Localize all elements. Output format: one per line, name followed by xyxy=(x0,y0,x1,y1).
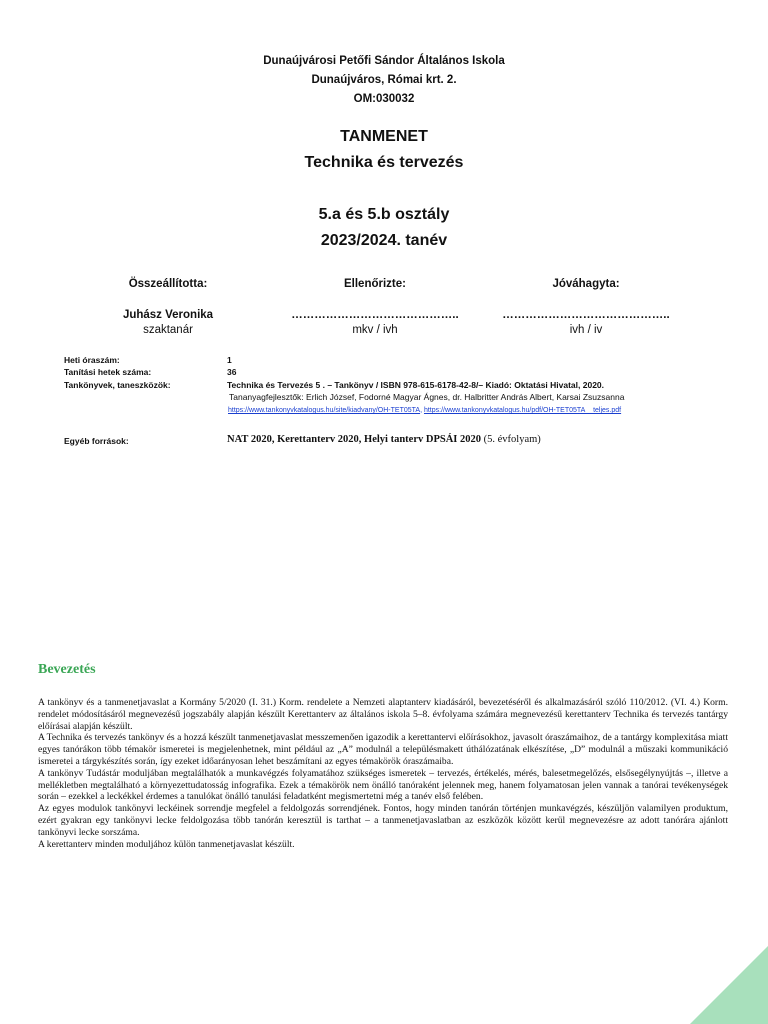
school-address: Dunaújváros, Római krt. 2. xyxy=(311,74,457,86)
intro-paragraph: Az egyes modulok tankönyvi leckéinek sorrendje megfelel a feldolgozás sorrendjének. Fontos, hogy minden tanórán történjen munkavégzés, készüljön valamilyen produktum, ezért gyakran egy tankönyvi lecke feldolgozása több tanórán keresztül is tarthat – a tanmenetjavaslatban az eszközök között kerül megnevezésre az adott tanórára ajánlott tankönyvi lecke sorszáma. xyxy=(38,803,728,838)
book-authors: Tananyagfejlesztők: Erlich József, Fodorné Magyar Ágnes, dr. Halbritter András Albert, Karsai Zsuzsanna xyxy=(229,392,625,402)
other-sources-bold: NAT 2020, Kerettanterv 2020, Helyi tanterv DPSÁI 2020 xyxy=(227,434,482,445)
school-header xyxy=(0,52,768,109)
intro-body xyxy=(38,697,728,850)
title-classes: 5.a és 5.b osztály xyxy=(318,206,450,223)
weeks-label: Tanítási hetek száma: xyxy=(64,367,152,377)
intro-paragraph: A tankönyv és a tanmenetjavaslat a Kormány 5/2020 (I. 31.) Korm. rendelete a Nemzeti alaptanterv kiadásáról, bevezetéséről és alkalmazásáról szóló 110/2012. (VI. 4.) Korm. rendelet módosításáról megnevezésű jogszabály alapján készült Kerettanterv az általános iskola 5–8. évfolyama számára megnevezésű kerettanterv Technika és tervezés tantárgy előírásai alapján készült. xyxy=(38,697,728,732)
signature-checked-role: mkv / ivh xyxy=(352,324,398,336)
other-sources-label: Egyéb források: xyxy=(64,436,129,446)
books-label: Tankönyvek, taneszközök: xyxy=(64,380,171,390)
title-subject: Technika és tervezés xyxy=(304,154,464,171)
link-separator: , xyxy=(420,407,424,414)
intro-heading: Bevezetés xyxy=(38,662,96,677)
signature-approved-role: ivh / iv xyxy=(569,324,603,336)
signature-compiled-role: szaktanár xyxy=(143,324,193,336)
signature-checked-line: …………………………………….. xyxy=(291,309,459,321)
weekly-hours-value: 1 xyxy=(227,355,232,365)
signature-compiled-name: Juhász Veronika xyxy=(122,309,214,321)
book-title: Technika és Tervezés 5 . – Tankönyv / ISBN 978-615-6178-42-8/– Kiadó: Oktatási Hivatal, 2020. xyxy=(227,380,605,390)
other-sources-value xyxy=(227,434,541,445)
intro-paragraph: A Technika és tervezés tankönyv és a hozzá készült tanmenetjavaslat messzemenően igazodik a kerettantervi előírásokhoz, javasolt óraszámaihoz, de a tantárgy komplexitása miatt egyes tanórákon több témakör ismeretei is megjelenhetnek, mint például az „A” modulnál a településmakett úthálózatának elkészítése, „D” modulnál a műszaki kommunikáció ismeretei a tárgykészítés során, így ezeket időarányosan lehet beszámítani az egyes témakörök óraszámaiba. xyxy=(38,732,728,767)
title-main: TANMENET xyxy=(340,128,428,145)
intro-paragraph: A kerettanterv minden moduljához külön tanmenetjavaslat készült. xyxy=(38,838,295,850)
document-title xyxy=(0,124,768,176)
weeks-value: 36 xyxy=(227,367,237,377)
signature-approved-label: Jóváhagyta: xyxy=(552,278,620,290)
class-info xyxy=(0,202,768,254)
signature-compiled-label: Összeállította: xyxy=(128,278,208,290)
pdf-link[interactable]: https://www.tankonyvkatalogus.hu/pdf/OH-TET05TA__teljes.pdf xyxy=(423,407,622,414)
school-name: Dunaújvárosi Petőfi Sándor Általános Iskola xyxy=(263,55,505,67)
school-om: OM:030032 xyxy=(353,93,415,105)
title-year: 2023/2024. tanév xyxy=(320,232,448,249)
catalog-link[interactable]: https://www.tankonyvkatalogus.hu/site/kiadvany/OH-TET05TA xyxy=(228,407,421,414)
intro-paragraph: A tankönyv Tudástár moduljában megtalálhatók a munkavégzés folyamatához szükséges ismeretek – tervezés, értékelés, mérés, balesetmegelőzés, elsősegélynyújtás –, illetve a mellékletben megtalálható a környezettudatosság infografika. Ezek a témakörök nem önálló tanóraként jelennek meg, hanem folyamatosan jelen vannak a tanórai tevékenységek során – ezekkel a leckékkel érdemes a tanulókat önálló tanulási feladatként megismertetni még a tanév első felében. xyxy=(38,767,728,803)
signature-approved-line: …………………………………….. xyxy=(502,309,670,321)
signature-checked-label: Ellenőrizte: xyxy=(344,278,406,290)
other-sources-rest: (5. évfolyam) xyxy=(481,434,541,445)
corner-decoration xyxy=(690,946,768,1024)
book-links xyxy=(228,404,621,414)
weekly-hours-label: Heti óraszám: xyxy=(64,355,120,365)
